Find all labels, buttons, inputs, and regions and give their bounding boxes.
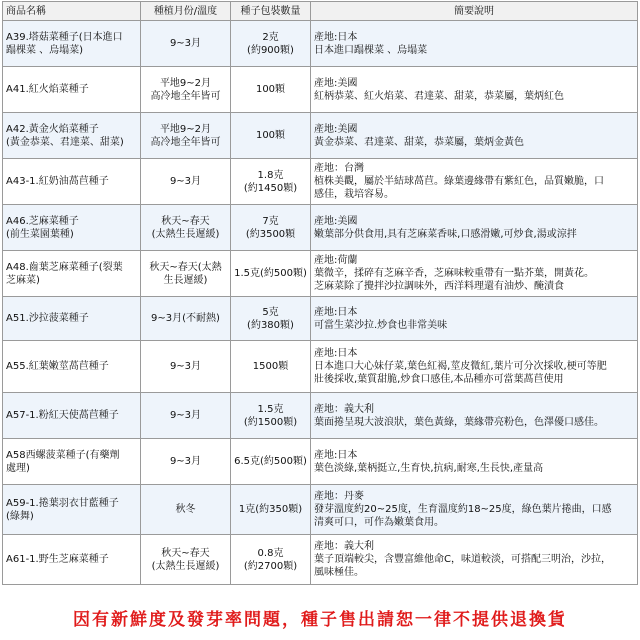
planting-month-cell [141, 113, 231, 159]
description-cell-line: 葉色淡綠,葉柄挺立,生育快,抗病,耐寒,生長快,產量高 [314, 462, 544, 474]
description-cell-line: 黃金恭菜、君達菜、甜菜，恭菜屬，葉炳金黃色 [314, 136, 524, 148]
description-cell-line: 產地:美國 [314, 77, 358, 89]
description-cell-line: 紅柄恭菜、紅火焰菜、君達菜、甜菜，恭菜屬，葉炳紅色 [314, 90, 564, 102]
product-name-cell-line: (前生菜園葉種) [6, 228, 74, 240]
table-body [3, 21, 638, 585]
seed-quantity-cell [231, 341, 311, 393]
seed-quantity-cell [231, 21, 311, 67]
description-cell-line: 感佳，栽培容易。 [314, 189, 394, 200]
planting-month-cell-line: 平地9~2月 [159, 123, 212, 135]
product-name-cell [3, 297, 141, 341]
table-row [3, 205, 638, 251]
seed-quantity-cell [231, 485, 311, 535]
description-cell-line: 產地:美國 [314, 123, 358, 135]
table-row [3, 393, 638, 439]
seed-quantity-cell-line: 1克(約350顆) [238, 504, 303, 515]
planting-month-cell [141, 393, 231, 439]
seed-quantity-cell [231, 251, 311, 297]
product-name-cell-line: 蹋棵菜 、烏塌菜) [6, 44, 84, 56]
description-cell-line: 日本進口蹋棵菜 、烏塌菜 [314, 44, 428, 56]
header-month: 種植月份/溫度 [141, 2, 231, 21]
description-cell-line: 日本進口大心妹仔菜,葉色紅褐,莖皮微紅,葉片可分次採收,梗可等肥 [314, 361, 607, 372]
planting-month-cell [141, 21, 231, 67]
product-name-cell-line: 處理) [6, 462, 30, 474]
planting-month-cell-line: 高冷地全年皆可 [150, 136, 221, 148]
product-name-cell [3, 485, 141, 535]
header-desc: 簡要說明 [311, 2, 638, 21]
product-name-cell [3, 439, 141, 485]
product-name-cell-line: A58西螺菠菜種子(有藥劑 [6, 449, 120, 461]
seed-quantity-cell-line: (約2700顆) [243, 560, 298, 572]
description-cell-line: 葉面捲呈現大波浪狀，葉色黃綠，葉緣帶亮粉色，色澤優口感佳。 [314, 416, 604, 428]
table-row [3, 21, 638, 67]
seed-quantity-cell [231, 393, 311, 439]
planting-month-cell-line: 9~3月 [169, 361, 202, 372]
seed-quantity-cell [231, 205, 311, 251]
return-policy-notice: 因有新鮮度及發芽率問題，種子售出請恕一律不提供退換貨 [73, 610, 567, 630]
seed-quantity-cell-line: 7克 [262, 215, 279, 227]
description-cell-line: 產地：義大利 [314, 403, 374, 415]
seed-quantity-cell-line: 2克 [262, 31, 279, 43]
seed-quantity-cell [231, 113, 311, 159]
description-cell-line: 發芽溫度約20~25度，生育溫度約18~25度，綠色葉片捲曲，口感 [314, 504, 612, 515]
planting-month-cell-line: 9~3月 [169, 410, 202, 421]
product-name-cell-line: 芝麻菜) [6, 274, 40, 286]
table-row [3, 297, 638, 341]
seed-quantity-cell-line: (約1450顆) [243, 182, 298, 194]
seed-quantity-cell-line: (約3500顆 [245, 228, 296, 240]
seed-quantity-cell [231, 159, 311, 205]
table-row [3, 439, 638, 485]
planting-month-cell-line: 9~3月 [169, 38, 202, 49]
product-name-cell [3, 341, 141, 393]
description-cell [311, 535, 638, 585]
seed-quantity-cell-line: 5克 [262, 306, 279, 318]
description-cell-line: 芝麻菜除了攪拌沙拉調味外，西洋料理還有油炒、醃漬食 [314, 281, 564, 292]
seed-quantity-cell-line: 1500顆 [252, 361, 289, 372]
description-cell-line: 植株美觀，屬於半結球萵苣。綠葉邊緣帶有紫紅色，品質嫩脆，口 [314, 176, 604, 187]
product-name-cell [3, 535, 141, 585]
description-cell-line: 嫩葉部分供食用,具有芝麻菜香味,口感滑嫩,可炒食,湯或涼拌 [314, 228, 577, 240]
product-name-cell-line: A41.紅火焰菜種子 [6, 84, 89, 95]
description-cell-line: 產地:日本 [314, 306, 358, 318]
product-name-cell-line: (綠舞) [6, 510, 34, 522]
product-name-cell-line: A55.紅葉嫩莖萵苣種子 [6, 361, 109, 372]
product-name-cell-line: A42.黃金火焰菜種子 [6, 123, 99, 135]
planting-month-cell-line: (太熱生長遲緩) [151, 228, 220, 240]
product-name-cell-line: A61-1.野生芝麻菜種子 [6, 554, 109, 565]
seed-quantity-cell-line: 1.5克(約500顆) [234, 268, 307, 279]
product-name-cell [3, 205, 141, 251]
description-cell [311, 485, 638, 535]
product-name-cell [3, 67, 141, 113]
description-cell-line: 葉微辛，揉碎有芝麻辛香，芝麻味較重帶有一點芥葉，開黃花。 [314, 268, 594, 279]
description-cell-line: 壯後採收,葉質甜脆,炒食口感佳,本品種亦可當葉萵苣使用 [314, 374, 564, 385]
seed-quantity-cell-line: (約1500顆) [243, 416, 298, 428]
product-name-cell-line: A57-1.粉紅天使萵苣種子 [6, 410, 119, 421]
product-name-cell-line: A51.沙拉菠菜種子 [6, 313, 89, 324]
planting-month-cell-line: 秋天~春天 [161, 547, 210, 559]
table-row [3, 159, 638, 205]
product-name-cell [3, 21, 141, 67]
description-cell [311, 159, 638, 205]
seed-quantity-cell-line: 1.5克 [257, 403, 284, 415]
description-cell-line: 產地:日本 [314, 449, 358, 461]
planting-month-cell [141, 297, 231, 341]
planting-month-cell-line: 9~3月 [169, 456, 202, 467]
planting-month-cell-line: 秋天~春天(太熱 [149, 261, 222, 273]
description-cell [311, 297, 638, 341]
table-header-row [3, 2, 638, 21]
description-cell [311, 67, 638, 113]
planting-month-cell-line: 秋冬 [175, 504, 196, 515]
description-cell-line: 產地:日本 [314, 31, 358, 43]
planting-month-cell-line: 9~3月(不耐熱) [151, 313, 220, 324]
description-cell [311, 439, 638, 485]
planting-month-cell-line: 9~3月 [169, 176, 202, 187]
product-name-cell-line: A43-1.紅奶油萵苣種子 [6, 176, 109, 187]
planting-month-cell-line: 秋天~春天 [161, 215, 210, 227]
seed-table [2, 1, 638, 585]
planting-month-cell [141, 159, 231, 205]
planting-month-cell [141, 485, 231, 535]
description-cell-line: 產地:美國 [314, 215, 358, 227]
seed-quantity-cell-line: (約900顆) [247, 44, 294, 56]
seed-quantity-cell [231, 439, 311, 485]
description-cell-line: 風味極佳。 [314, 567, 364, 578]
product-name-cell [3, 159, 141, 205]
planting-month-cell [141, 67, 231, 113]
description-cell [311, 251, 638, 297]
description-cell [311, 205, 638, 251]
table-row [3, 113, 638, 159]
seed-quantity-cell [231, 67, 311, 113]
planting-month-cell-line: 平地9~2月 [159, 77, 212, 89]
product-name-cell-line: A48.齒葉芝麻菜種子(裂葉 [6, 261, 123, 273]
planting-month-cell [141, 535, 231, 585]
seed-quantity-cell-line: 100顆 [255, 84, 286, 95]
product-name-cell-line: (黃金恭菜、君達菜、甜菜) [6, 136, 124, 148]
seed-quantity-cell [231, 297, 311, 341]
planting-month-cell [141, 251, 231, 297]
description-cell-line: 產地：義大利 [314, 541, 374, 552]
description-cell-line: 產地：台灣 [314, 163, 364, 174]
planting-month-cell-line: (太熱生長遲緩) [151, 560, 220, 572]
product-name-cell [3, 113, 141, 159]
product-name-cell-line: A46.芝麻菜種子 [6, 215, 79, 227]
table-row [3, 251, 638, 297]
header-name: 商品名稱 [3, 2, 141, 21]
seed-quantity-cell-line: 6.5克(約500顆) [234, 456, 307, 467]
planting-month-cell [141, 205, 231, 251]
planting-month-cell-line: 生長遲緩) [163, 274, 208, 286]
description-cell-line: 可當生菜沙拉.炒食也非常美味 [314, 319, 448, 331]
seed-quantity-cell-line: 0.8克 [257, 547, 284, 559]
planting-month-cell [141, 439, 231, 485]
seed-quantity-cell-line: 1.8克 [257, 169, 284, 181]
table-row [3, 341, 638, 393]
table-row [3, 67, 638, 113]
description-cell [311, 393, 638, 439]
header-qty: 種子包裝數量 [231, 2, 311, 21]
description-cell [311, 21, 638, 67]
product-name-cell-line: A39.塔菇菜種子(日本進口 [6, 31, 123, 43]
product-name-cell [3, 251, 141, 297]
description-cell-line: 產地：丹麥 [314, 491, 364, 502]
product-name-cell-line: A59-1.捲葉羽衣甘藍種子 [6, 497, 119, 509]
seed-quantity-cell [231, 535, 311, 585]
seed-quantity-cell-line: (約380顆) [247, 319, 294, 331]
description-cell [311, 341, 638, 393]
seed-quantity-cell-line: 100顆 [255, 130, 286, 141]
product-name-cell [3, 393, 141, 439]
planting-month-cell-line: 高冷地全年皆可 [150, 90, 221, 102]
table-row [3, 535, 638, 585]
table-row [3, 485, 638, 535]
description-cell-line: 清爽可口，可作為嫩葉食用。 [314, 517, 444, 528]
description-cell-line: 葉子頂端較尖，含豐富維他命C，味道較淡，可搭配三明治，沙拉， [314, 554, 611, 565]
planting-month-cell [141, 341, 231, 393]
description-cell-line: 產地:荷蘭 [314, 255, 358, 266]
description-cell [311, 113, 638, 159]
description-cell-line: 產地:日本 [314, 348, 358, 359]
